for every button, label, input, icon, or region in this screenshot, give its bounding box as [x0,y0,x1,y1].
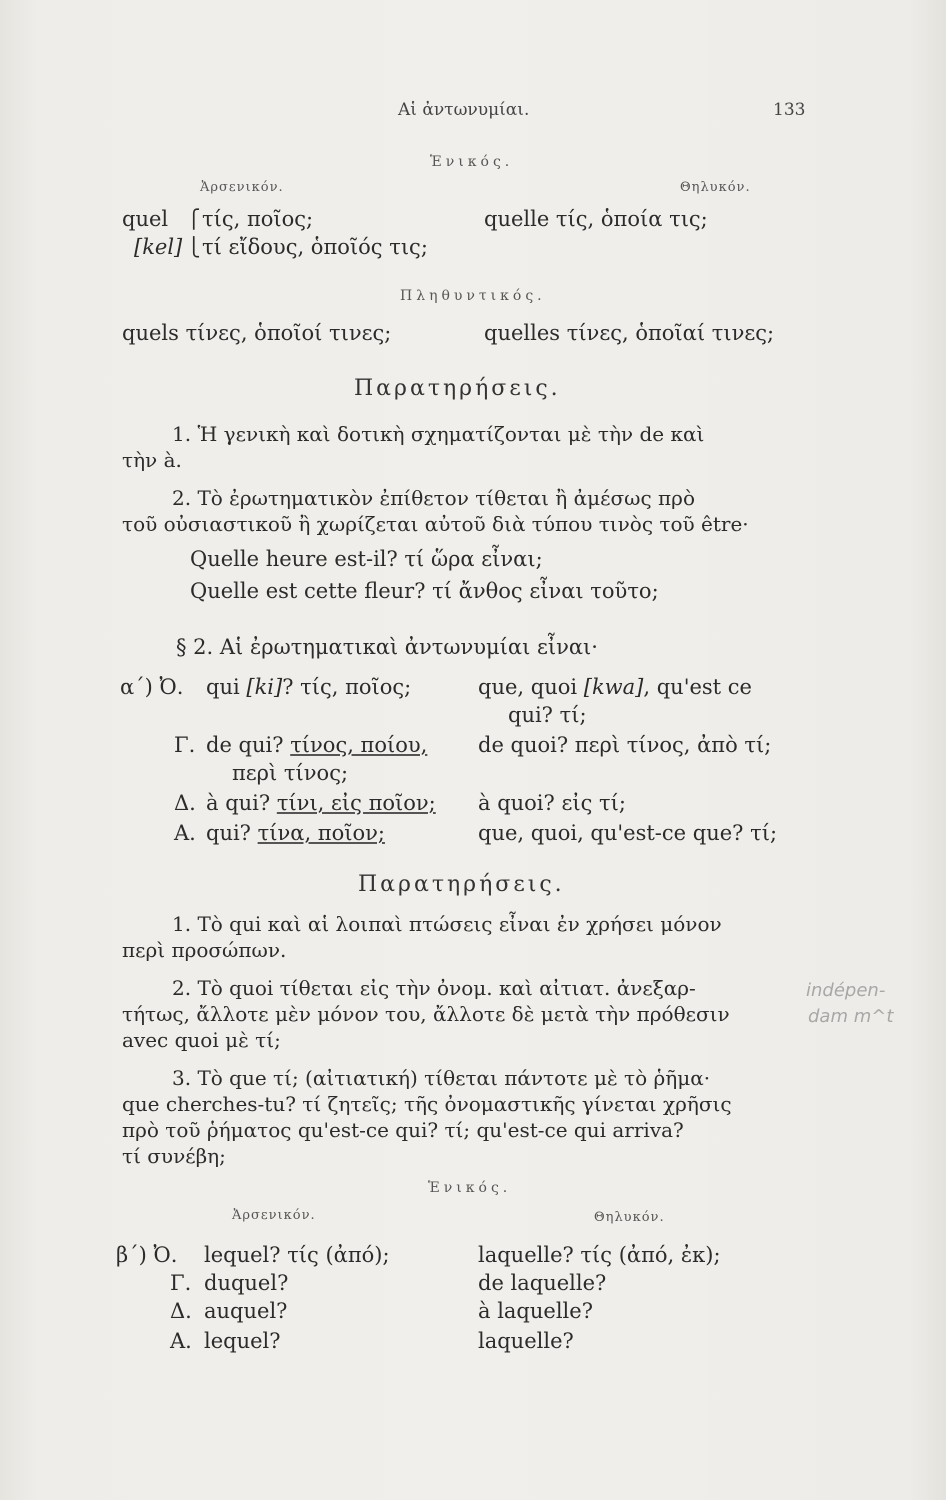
masc-gloss-1: τίς, ποῖος; [202,207,314,231]
plural-fem: quelles τίνες, ὁποῖαί τινες; [484,321,775,345]
row-acc-left: qui? τίνα, ποῖον; [206,821,385,845]
left-brace: ⎧ ⎩ [187,209,201,258]
remark2-p3-line2: que cherches-tu? τί ζητεῖς; τῆς ὀνομαστικῆς γίνεται χρῆσις [122,1092,732,1116]
row-a-left: qui [ki]? τίς, ποῖος; [206,675,412,699]
masc-pronunciation: [kel] [134,235,183,259]
remark1-p2-line2: τοῦ οὐσιαστικοῦ ἢ χωρίζεται αὐτοῦ διὰ τύπου τινὸς τοῦ être· [122,512,749,536]
remark1-p2-line1: 2. Τὸ ἐρωτηματικὸν ἐπίθετον τίθεται ἢ ἀμέσως πρὸ [172,486,695,510]
row-a-label: α΄) Ὀ. [120,675,184,699]
row-g-left: de qui? τίνος, ποίου, [206,733,428,757]
lequel-row-gen-label: Γ. [170,1271,192,1295]
remark1-p1-line1: 1. Ἡ γενικὴ καὶ δοτικὴ σχηματίζονται μὲ τὴν de καὶ [172,422,705,446]
masculine-label-2: Ἀρσενικόν. [232,1208,316,1223]
lequel-row-dat-masc: auquel? [204,1299,288,1323]
lequel-row-acc-masc: lequel? [204,1329,281,1353]
row-g-left-cont: περὶ τίνος; [232,761,349,785]
lequel-row-nom-masc: lequel? τίς (ἀπό); [204,1243,390,1267]
row-g-right: de quoi? περὶ τίνος, ἀπὸ τί; [478,733,772,757]
remark2-p1-line2: περὶ προσώπων. [122,938,287,962]
remark2-p3-line3: πρὸ τοῦ ῥήματος qu'est-ce qui? τί; qu'est-ce qui arriva? [122,1118,684,1142]
feminine-label: Θηλυκόν. [680,180,751,195]
plural-masc: quels τίνες, ὁποῖοί τινες; [122,321,392,345]
feminine-label-2: Θηλυκόν. [594,1210,665,1225]
lequel-row-nom-fem: laquelle? τίς (ἀπό, ἐκ); [478,1243,721,1267]
remarks-title-2: Παρατηρήσεις. [358,872,565,897]
running-title: Αἱ ἀντωνυμίαι. [398,100,530,120]
plural-label: Πληθυντικός. [400,288,546,304]
row-a-right-cont: qui? τί; [508,703,587,727]
masc-word-quel: quel [122,207,169,231]
row-acc-label: Α. [174,821,196,845]
masculine-label: Ἀρσενικόν. [200,180,284,195]
fem-line: quelle τίς, ὁποία τις; [484,207,708,231]
masc-gloss-2: τί εἴδους, ὁποῖός τις; [202,235,428,259]
lequel-row-dat-fem: à laquelle? [478,1299,593,1323]
page-number: 133 [773,100,806,120]
row-d-right: à quoi? εἰς τί; [478,791,626,815]
lequel-row-acc-label: Α. [170,1329,192,1353]
lequel-row-gen-masc: duquel? [204,1271,289,1295]
remark2-p1-line1: 1. Τὸ qui καὶ αἱ λοιπαὶ πτώσεις εἶναι ἐν χρήσει μόνον [172,912,722,936]
row-d-label: Δ. [174,791,196,815]
row-acc-right: que, quoi, qu'est-ce que? τί; [478,821,778,845]
row-a-right: que, quoi [kwa], qu'est ce [478,675,752,699]
section2-heading: § 2. Αἱ ἐρωτηματικαὶ ἀντωνυμίαι εἶναι· [176,635,598,659]
remark2-p2-line1: 2. Τὸ quoi τίθεται εἰς τὴν ὀνομ. καὶ αἰτιατ. ἀνεξαρ- [172,976,696,1000]
remark2-p2-line2: τήτως, ἄλλοτε μὲν μόνον του, ἄλλοτε δὲ μετὰ τὴν πρόθεσιν [122,1002,730,1026]
lequel-row-gen-fem: de laquelle? [478,1271,607,1295]
remark2-p2-line3: avec quoi μὲ τί; [122,1028,281,1052]
remark2-p3-line1: 3. Τὸ que τί; (αἰτιατική) τίθεται πάντοτε μὲ τὸ ῥῆμα· [172,1066,711,1090]
lequel-row-nom-label: β΄) Ὀ. [116,1243,178,1267]
singular-label: Ἑνικός. [430,154,514,170]
row-g-label: Γ. [174,733,196,757]
remarks-title-1: Παρατηρήσεις. [354,376,561,401]
example-1: Quelle heure est-il? τί ὥρα εἶναι; [190,547,543,571]
singular-label-2: Ἑνικός. [428,1180,512,1196]
remark1-p1-line2: τὴν à. [122,448,182,472]
lequel-row-acc-fem: laquelle? [478,1329,574,1353]
marginal-note-line2: dam m^t [808,1006,894,1027]
remark2-p3-line4: τί συνέβη; [122,1144,226,1168]
row-d-left: à qui? τίνι, εἰς ποῖον; [206,791,436,815]
marginal-note-line1: indépen- [806,980,886,1001]
example-2: Quelle est cette fleur? τί ἄνθος εἶναι τοῦτο; [190,579,659,603]
lequel-row-dat-label: Δ. [170,1299,192,1323]
